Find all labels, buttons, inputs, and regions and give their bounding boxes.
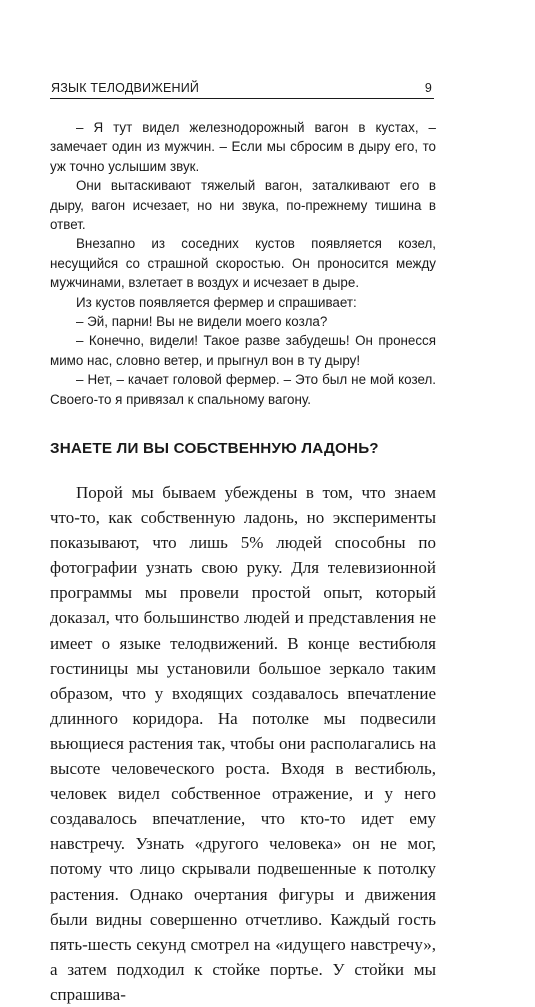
joke-paragraph: – Нет, – качает головой фермер. – Это был не мой козел. Своего-то я привязал к спальному вагону. [50,372,436,407]
running-head-title: ЯЗЫК ТЕЛОДВИЖЕНИЙ [51,81,200,95]
joke-text-block [50,118,436,409]
section-body [50,480,436,1007]
joke-paragraph: Из кустов появляется фермер и спрашивает: [76,294,357,310]
section-heading: ЗНАЕТЕ ЛИ ВЫ СОБСТВЕННУЮ ЛАДОНЬ? [50,440,379,457]
joke-paragraph: Внезапно из соседних кустов появляется козел, несущийся со страшной скоростью. Он проносится между мужчинами, взлетает в воздух и исчезает в дыре. [50,236,436,291]
joke-paragraph: – Я тут видел железнодорожный вагон в кустах, – замечает один из мужчин. – Если мы сбросим в дыру его, то уж точно услышим звук. [50,120,436,174]
page-number: 9 [424,81,432,95]
joke-paragraph: Они вытаскивают тяжелый вагон, заталкивают его в дыру, вагон исчезает, но ни звука, по-прежнему тишина в ответ. [50,178,436,233]
running-header [50,80,434,99]
joke-paragraph: – Конечно, видели! Такое разве забудешь! Он пронесся мимо нас, словно ветер, и прыгнул вон в ту дыру! [50,333,436,368]
joke-paragraph: – Эй, парни! Вы не видели моего козла? [76,314,328,330]
body-paragraph: Порой мы бываем убеждены в том, что знаем что-то, как собственную ладонь, но эксперименты показывают, что лишь 5% людей способны по фотографии узнать свою руку. Для телевизионной программы мы провели простой опыт, который доказал, что большинство людей и представления не имеет о языке телодвижений. В конце вестибюля гостиницы мы установили большое зеркало таким образом, что у входящих создавалось впечатление длинного коридора. На потолке мы подвесили вьющиеся растения так, чтобы они располагались на высоте человеческого роста. Входя в вестибюль, человек видел собственное отражение, и у него создавалось впечатление, что кто-то идет ему навстречу. Узнать «другого человека» он не мог, потому что лицо скрывали подвешенные к потолку растения. Однако очертания фигуры и движения были видны совершенно отчетливо. Каждый гость пять-шесть секунд смотрел на «идущего навстречу», а затем подходил к стойке портье. У стойки мы спрашива- [50,483,436,1004]
